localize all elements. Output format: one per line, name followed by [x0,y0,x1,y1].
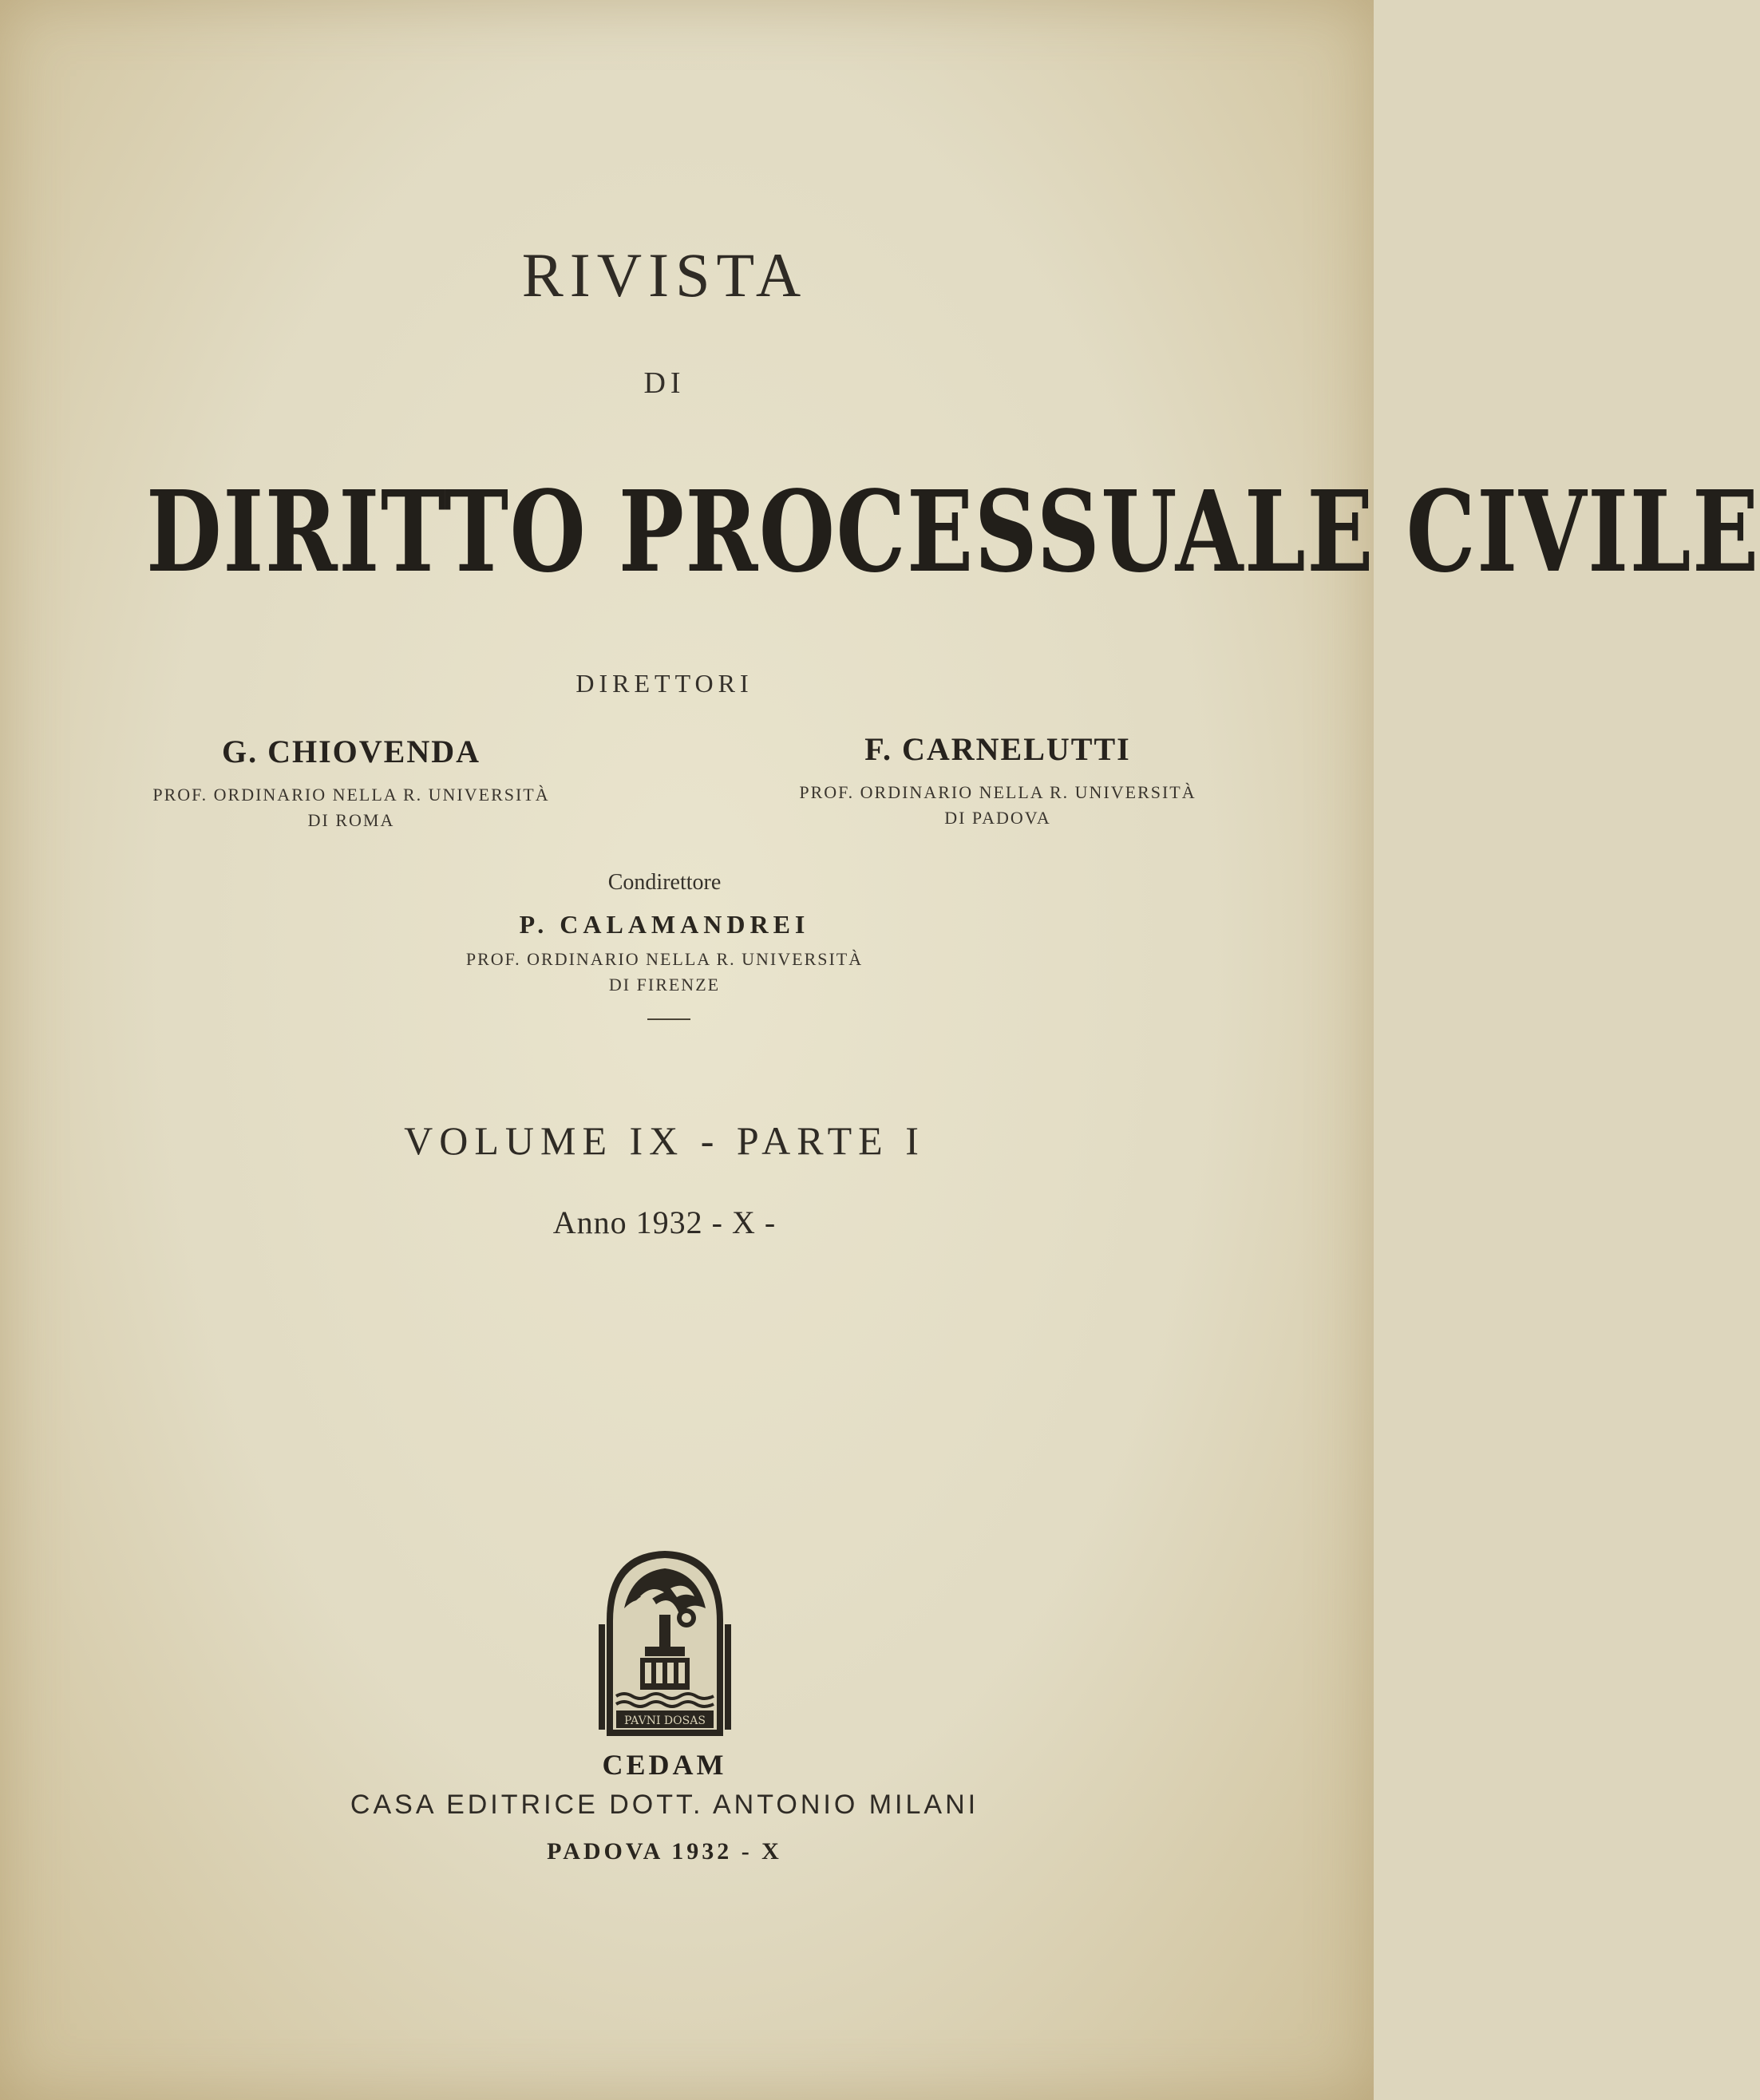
publisher-full-name: CASA EDITRICE DOTT. ANTONIO MILANI [350,1790,979,1820]
director-left-name: G. CHIOVENDA [221,734,481,769]
journal-word-di: DI [643,366,686,400]
condirettore-city: DI FIRENZE [608,975,721,995]
director-right [750,730,1245,829]
year-label: Anno 1932 - X - [552,1204,777,1240]
director-left-role: PROF. ORDINARIO NELLA R. UNIVERSITÀ [152,785,550,805]
publisher-name: CEDAM [602,1749,727,1781]
journal-word-rivista: RIVISTA [521,240,808,310]
condirettore-name: P. CALAMANDREI [519,910,810,939]
condirettore-block [0,910,1329,995]
condirettore-label: Condirettore [607,870,722,895]
direttori-label: DIRETTORI [575,669,753,698]
divider-rule [647,1018,690,1020]
svg-text:PAVNI DOSAS: PAVNI DOSAS [624,1714,706,1727]
director-left [120,733,583,831]
director-right-city: DI PADOVA [944,808,1051,828]
cedam-logo-icon [592,1544,738,1744]
director-right-name: F. CARNELUTTI [864,731,1131,767]
director-right-role: PROF. ORDINARIO NELLA R. UNIVERSITÀ [799,782,1196,802]
director-left-city: DI ROMA [307,810,395,830]
publisher-place-year: PADOVA 1932 - X [547,1838,782,1865]
condirettore-role: PROF. ORDINARIO NELLA R. UNIVERSITÀ [465,949,864,969]
journal-title: DIRITTO PROCESSUALE CIVILE [146,467,1760,598]
volume-label: VOLUME IX - PARTE I [404,1118,925,1163]
